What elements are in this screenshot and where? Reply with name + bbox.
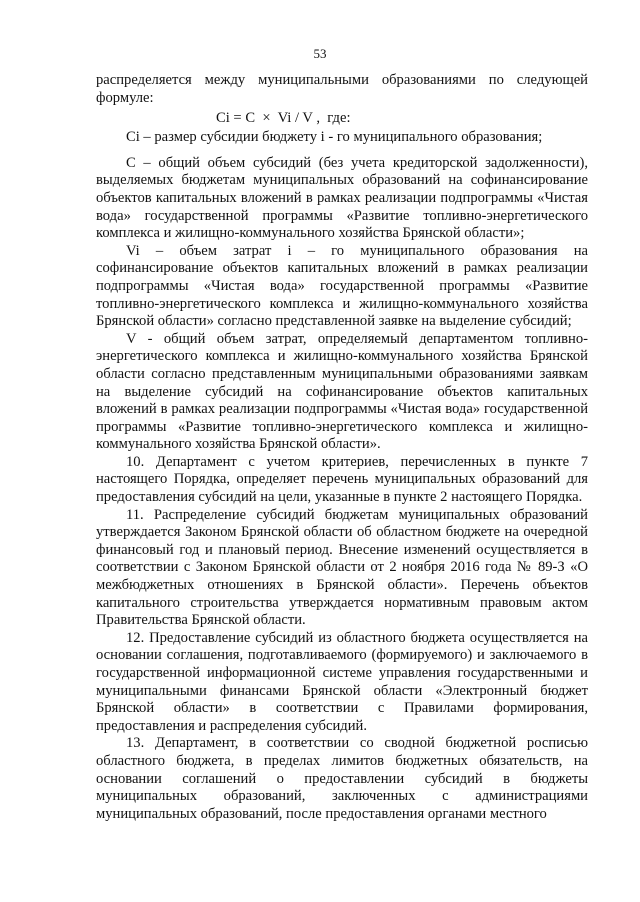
paragraph-gap (96, 147, 588, 155)
document-body (96, 72, 588, 823)
paragraph-item-11: 11. Распределение субсидий бюджетам муниципальных образований утверждается Законом Брянской области об областном бюджете на очередной финансовый год и плановый период. Внесение изменений осуществляется в соответствии с Законом Брянской области от 2 ноября 2016 года № 89-З «О межбюджетных отношениях в Брянской области». Перечень объектов капитального строительства утверждается нормативным правовым актом Правительства Брянской области. (96, 506, 588, 629)
subsidy-formula: Ci = C × Vi / V , где: (216, 110, 351, 127)
paragraph-item-10: 10. Департамент с учетом критериев, перечисленных в пункте 7 настоящего Порядка, определяет перечень муниципальных образований для предоставления субсидий на цели, указанные в пункте 2 настоящего Порядка. (96, 453, 588, 506)
page-number: 53 (313, 46, 327, 61)
definition-vi: Vi – объем затрат i – го муниципального образования на софинансирование объектов капитальных вложений в рамках реализации подпрограммы «Чистая вода» государственной программы «Развитие топливно-энергетического комплекса и жилищно-коммунального хозяйства Брянской области» согласно представленной заявке на выделение субсидий; (96, 242, 588, 330)
paragraph-item-13: 13. Департамент, в соответствии со сводной бюджетной росписью областного бюджета, в пределах лимитов бюджетных обязательств, на основании соглашений о предоставлении субсидий в бюджеты муниципальных образований, заключенных с администрациями муниципальных образований, после предоставления органами местного (96, 735, 588, 822)
definition-ci: Ci – размер субсидии бюджету i - го муниципального образования; (126, 129, 543, 146)
intro-paragraph: распределяется между муниципальными образованиями по следующей формуле: (96, 72, 588, 106)
paragraph-item-12: 12. Предоставление субсидий из областного бюджета осуществляется на основании соглашения, подготавливаемого (формируемого) и заключаемого в государственной информационной системе управления государственными и муниципальными финансами Брянской области «Электронный бюджет Брянской области» в соответствии с Правилами формирования, предоставления и распределения субсидий. (96, 629, 588, 734)
definition-c: C – общий объем субсидий (без учета кредиторской задолженности), выделяемых бюджетам муниципальных образований на софинансирование объектов капитальных вложений в рамках реализации подпрограммы «Чистая вода» государственной программы «Развитие топливно-энергетического комплекса и жилищно-коммунального хозяйства Брянской области»; (96, 154, 588, 242)
definition-v: V - общий объем затрат, определяемый департаментом топливно-энергетического комплекса и жилищно-коммунального хозяйства Брянской области согласно представленным муниципальными образованиями заявкам на выделение субсидий на софинансирование объектов капитальных вложений в рамках реализации подпрограммы «Чистая вода» государственной программы «Развитие топливно-энергетического комплекса и жилищно-коммунального хозяйства Брянской области». (96, 330, 588, 453)
